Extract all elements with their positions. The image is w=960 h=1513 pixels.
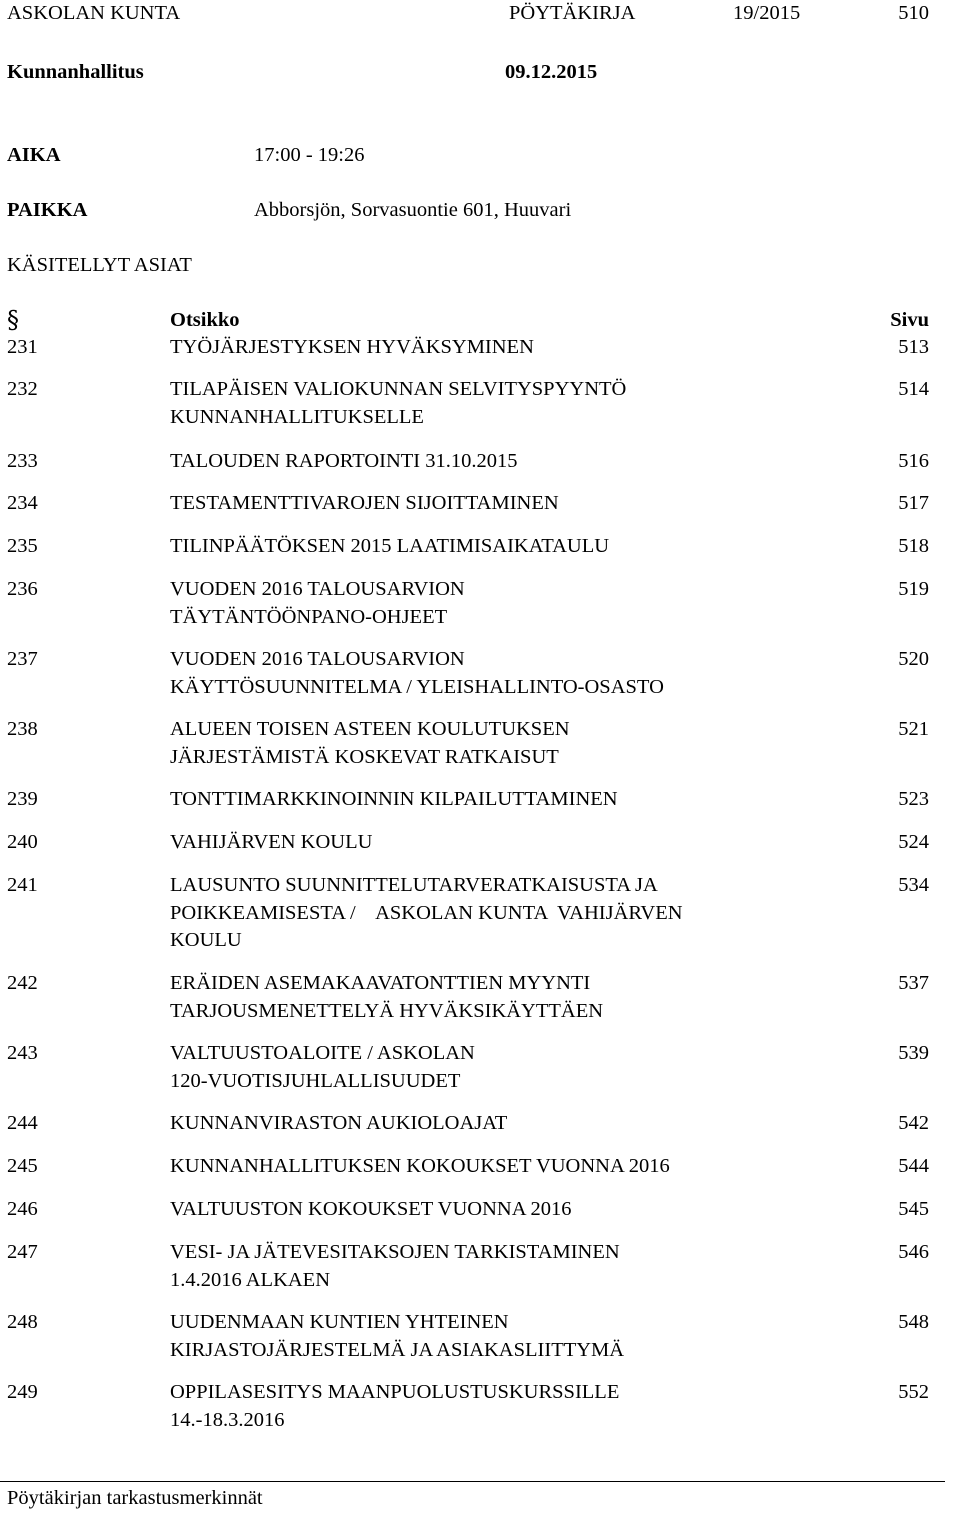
item-number: 249	[7, 1381, 38, 1403]
item-title	[170, 1040, 475, 1095]
item-title-line: TARJOUSMENETTELYÄ HYVÄKSIKÄYTTÄEN	[170, 999, 604, 1022]
document-number: 19/2015	[733, 2, 801, 24]
item-title-line: POIKKEAMISESTA / ASKOLAN KUNTA VAHIJÄRVEN	[170, 901, 683, 924]
item-title-line: TALOUDEN RAPORTOINTI 31.10.2015	[170, 450, 518, 472]
item-title-line: TILINPÄÄTÖKSEN 2015 LAATIMISAIKATAULU	[170, 535, 610, 557]
item-title	[170, 1379, 619, 1434]
item-page: 517	[898, 492, 929, 514]
item-title-line: KUNNANVIRASTON AUKIOLOAJAT	[170, 1112, 508, 1134]
item-title-line: 1.4.2016 ALKAEN	[170, 1268, 331, 1291]
item-title-line: VALTUUSTOALOITE / ASKOLAN	[170, 1042, 475, 1064]
item-title-line: 120-VUOTISJUHLALLISUUDET	[170, 1069, 461, 1092]
item-number: 231	[7, 336, 38, 358]
item-number: 239	[7, 788, 38, 810]
item-title	[170, 1110, 507, 1138]
item-title	[170, 646, 664, 701]
item-page: 519	[898, 578, 929, 600]
item-number: 245	[7, 1155, 38, 1177]
item-title	[170, 334, 534, 362]
item-title	[170, 716, 570, 771]
item-title-line: KOULU	[170, 929, 242, 951]
item-page: 539	[898, 1042, 929, 1064]
item-number: 247	[7, 1241, 38, 1263]
item-page: 513	[898, 336, 929, 358]
item-number: 244	[7, 1112, 38, 1134]
item-title-line: 14.-18.3.2016	[170, 1408, 285, 1431]
item-title-line: KUNNANHALLITUKSEN KOKOUKSET VUONNA 2016	[170, 1155, 670, 1177]
item-page: 537	[898, 972, 929, 994]
item-number: 240	[7, 831, 38, 853]
item-number: 246	[7, 1198, 38, 1220]
item-title	[170, 490, 559, 518]
time-value: 17:00 - 19:26	[254, 144, 365, 166]
document-type: PÖYTÄKIRJA	[509, 2, 636, 24]
item-page: 544	[898, 1155, 929, 1177]
item-number: 243	[7, 1042, 38, 1064]
item-title	[170, 376, 626, 431]
item-title	[170, 533, 609, 561]
item-number: 232	[7, 378, 38, 400]
section-sign-icon	[5, 304, 27, 334]
item-number: 238	[7, 718, 38, 740]
item-page: 523	[898, 788, 929, 810]
item-title-line: LAUSUNTO SUUNNITTELUTARVERATKAISUSTA JA	[170, 874, 658, 896]
item-page: 552	[898, 1381, 929, 1403]
item-title-line: TILAPÄISEN VALIOKUNNAN SELVITYSPYYNTÖ	[170, 378, 627, 400]
item-title	[170, 970, 603, 1025]
place-label: PAIKKA	[7, 199, 88, 221]
place-value: Abborsjön, Sorvasuontie 601, Huuvari	[254, 199, 572, 221]
item-page: 542	[898, 1112, 929, 1134]
item-title-line: VUODEN 2016 TALOUSARVION	[170, 648, 465, 670]
item-title	[170, 872, 683, 955]
item-page: 520	[898, 648, 929, 670]
item-page: 518	[898, 535, 929, 557]
item-page: 548	[898, 1311, 929, 1333]
item-number: 233	[7, 450, 38, 472]
item-page: 534	[898, 874, 929, 896]
item-number: 241	[7, 874, 38, 896]
item-number: 248	[7, 1311, 38, 1333]
item-page: 545	[898, 1198, 929, 1220]
item-title-line: UUDENMAAN KUNTIEN YHTEINEN	[170, 1311, 509, 1333]
item-title-line: ERÄIDEN ASEMAKAAVATONTTIEN MYYNTI	[170, 972, 591, 994]
footer-divider	[0, 1481, 945, 1482]
item-page: 514	[898, 378, 929, 400]
column-header-title: Otsikko	[170, 309, 240, 331]
section-title: KÄSITELLYT ASIAT	[7, 254, 192, 276]
item-title-line: TONTTIMARKKINOINNIN KILPAILUTTAMINEN	[170, 788, 618, 810]
time-label: AIKA	[7, 144, 61, 166]
svg-text:§: §	[7, 306, 19, 334]
item-title-line: TESTAMENTTIVAROJEN SIJOITTAMINEN	[170, 492, 559, 514]
item-title-line: VAHIJÄRVEN KOULU	[170, 831, 373, 853]
item-page: 521	[898, 718, 929, 740]
item-title-line: VALTUUSTON KOKOUKSET VUONNA 2016	[170, 1198, 572, 1220]
item-number: 242	[7, 972, 38, 994]
item-title	[170, 829, 372, 857]
item-title	[170, 1153, 670, 1181]
item-title-line: TYÖJÄRJESTYKSEN HYVÄKSYMINEN	[170, 336, 534, 358]
item-number: 234	[7, 492, 38, 514]
item-title-line: TÄYTÄNTÖÖNPANO-OHJEET	[170, 605, 448, 628]
item-title-line: KIRJASTOJÄRJESTELMÄ JA ASIAKASLIITTYMÄ	[170, 1338, 625, 1361]
item-page: 524	[898, 831, 929, 853]
item-page: 546	[898, 1241, 929, 1263]
page-number: 510	[898, 2, 929, 24]
item-number: 236	[7, 578, 38, 600]
item-title	[170, 1196, 572, 1224]
meeting-date: 09.12.2015	[505, 61, 598, 83]
item-title	[170, 448, 518, 476]
item-title-line: VESI- JA JÄTEVESITAKSOJEN TARKISTAMINEN	[170, 1241, 620, 1263]
item-title	[170, 1309, 624, 1364]
body-name: Kunnanhallitus	[7, 61, 144, 83]
item-title-line: OPPILASESITYS MAANPUOLUSTUSKURSSILLE	[170, 1381, 620, 1403]
item-title-line: KUNNANHALLITUKSELLE	[170, 405, 424, 428]
item-title	[170, 786, 618, 814]
item-title-line: JÄRJESTÄMISTÄ KOSKEVAT RATKAISUT	[170, 745, 559, 768]
item-number: 237	[7, 648, 38, 670]
item-title	[170, 1239, 620, 1294]
municipality-name: ASKOLAN KUNTA	[7, 2, 181, 24]
item-title-line: ALUEEN TOISEN ASTEEN KOULUTUKSEN	[170, 718, 570, 740]
item-number: 235	[7, 535, 38, 557]
item-title-line: VUODEN 2016 TALOUSARVION	[170, 578, 465, 600]
item-title-line: KÄYTTÖSUUNNITELMA / YLEISHALLINTO-OSASTO	[170, 675, 664, 698]
footer-text: Pöytäkirjan tarkastusmerkinnät	[7, 1487, 263, 1509]
column-header-page: Sivu	[890, 309, 929, 331]
item-page: 516	[898, 450, 929, 472]
item-title	[170, 576, 465, 631]
